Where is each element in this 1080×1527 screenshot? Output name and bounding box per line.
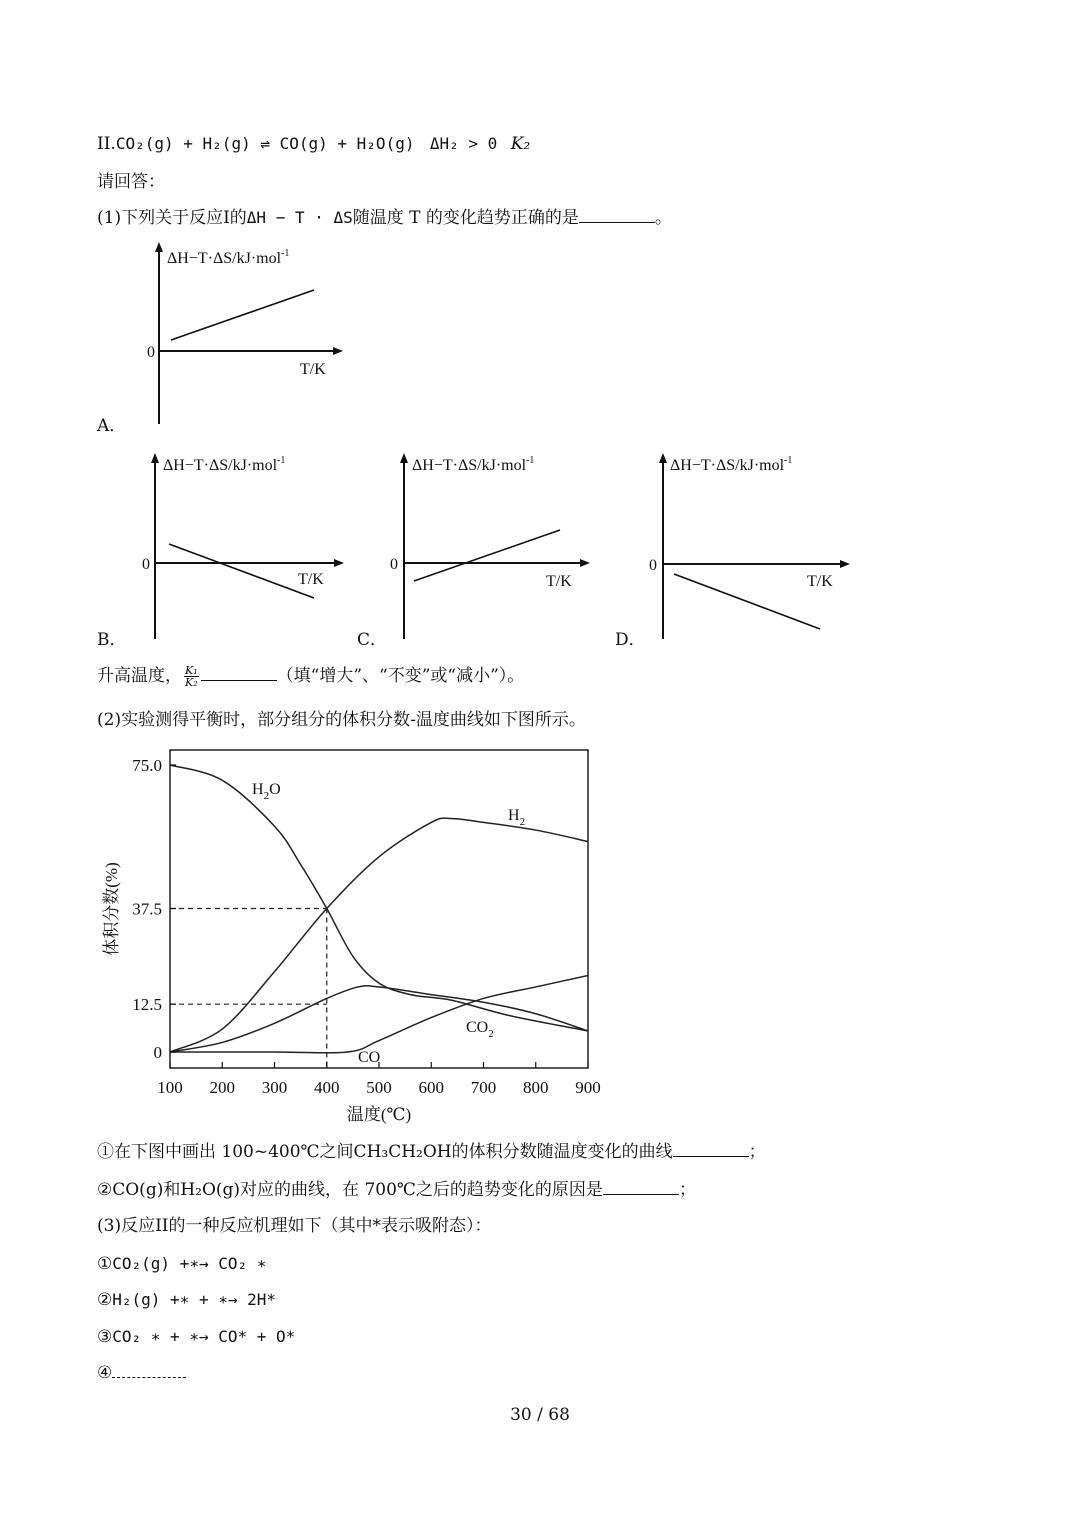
q2-sub1 bbox=[97, 1140, 766, 1164]
q1-text-after: 随温度 T 的变化趋势正确的是 bbox=[352, 208, 579, 228]
q1b-answer-blank[interactable] bbox=[201, 666, 277, 681]
option-b-letter[interactable]: B． bbox=[97, 630, 127, 650]
option-c-y-label: ΔH−T·ΔS/kJ·mol$^{-1}$ bbox=[412, 455, 535, 474]
x-tick-label-8: 900 bbox=[575, 1078, 601, 1097]
x-tick-label-1: 200 bbox=[209, 1078, 235, 1097]
chart-y-label: 体积分数(%) bbox=[102, 862, 121, 956]
step-2-equation: H₂(g) +∗ + ∗→ 2H* bbox=[112, 1290, 277, 1309]
page-number: 30 / 68 bbox=[510, 1405, 570, 1425]
q2-sub1-text: ①在下图中画出 100~400℃之间CH₃CH₂OH的体积分数随温度变化的曲线 bbox=[97, 1142, 673, 1162]
option-b-x-label: T/K bbox=[298, 571, 324, 588]
x-tick-label-2: 300 bbox=[261, 1078, 288, 1097]
q2-sub1-answer-blank[interactable] bbox=[673, 1142, 749, 1157]
y-tick-label-1: 12.5 bbox=[132, 995, 162, 1015]
q1b-text-after: （填“增大”、“不变”或“减小”）。 bbox=[276, 666, 525, 686]
option-a-x-label: T/K bbox=[300, 361, 326, 378]
step-4-answer-blank[interactable] bbox=[112, 1363, 186, 1378]
q1-expression: ΔH − T · ΔS bbox=[246, 208, 353, 227]
mechanism-step-4 bbox=[97, 1361, 186, 1385]
step-1-number: ① bbox=[97, 1254, 113, 1274]
y-tick-label-0: 0 bbox=[153, 1043, 162, 1062]
option-c-zero: 0 bbox=[390, 556, 398, 573]
q2-sub2-answer-blank[interactable] bbox=[603, 1180, 679, 1195]
series-label-h2o: $H_2O$ bbox=[252, 781, 281, 802]
step-3-equation: CO₂ ∗ + ∗→ CO* + O* bbox=[112, 1327, 296, 1346]
option-c-graph bbox=[372, 448, 607, 643]
step-3-number: ③ bbox=[97, 1327, 113, 1347]
y-tick-label-3: 75.0 bbox=[132, 756, 162, 775]
question-1 bbox=[97, 206, 672, 230]
q1b-text-before: 升高温度， bbox=[97, 666, 182, 686]
q1-end: 。 bbox=[654, 208, 672, 228]
volume-fraction-chart bbox=[90, 742, 620, 1132]
reaction-k: K₂ bbox=[510, 134, 531, 154]
series-label-co2: $CO_2$ bbox=[466, 1019, 494, 1040]
option-d-zero: 0 bbox=[649, 557, 657, 574]
x-tick-label-6: 700 bbox=[470, 1078, 497, 1097]
option-b-y-label: ΔH−T·ΔS/kJ·mol$^{-1}$ bbox=[163, 455, 286, 474]
step-4-number: ④ bbox=[97, 1363, 113, 1383]
option-d-y-label: ΔH−T·ΔS/kJ·mol$^{-1}$ bbox=[670, 455, 793, 474]
chart-x-label: 温度(℃) bbox=[346, 1105, 412, 1124]
k-ratio-fraction: $\frac{\text{K₁}}{\text{K₂}}$ bbox=[185, 664, 198, 689]
q2-sub1-end: ； bbox=[748, 1142, 766, 1162]
option-d-letter[interactable]: D． bbox=[615, 630, 646, 650]
series-label-co: CO bbox=[358, 1049, 381, 1066]
option-a-zero: 0 bbox=[147, 344, 155, 361]
option-c-letter[interactable]: C． bbox=[357, 630, 388, 650]
option-a-y-label: ΔH−T·ΔS/kJ·mol$^{-1}$ bbox=[167, 248, 290, 267]
x-tick-label-0: 100 bbox=[157, 1078, 183, 1097]
q2-sub2-text: ②CO(g)和H₂O(g)对应的曲线，在 700℃之后的趋势变化的原因是 bbox=[97, 1180, 603, 1200]
option-d-graph bbox=[630, 448, 865, 643]
x-tick-label-5: 600 bbox=[418, 1078, 444, 1097]
question-1b bbox=[97, 664, 524, 688]
option-d-x-label: T/K bbox=[807, 573, 833, 590]
option-b-graph bbox=[125, 448, 360, 643]
step-2-number: ② bbox=[97, 1290, 113, 1310]
reaction-equation: CO₂(g) + H₂(g) ⇌ CO(g) + H₂O(g) bbox=[115, 134, 415, 153]
series-label-h2: $H_2$ bbox=[508, 807, 526, 828]
x-tick-label-3: 400 bbox=[314, 1078, 340, 1097]
reaction-label: II. bbox=[97, 134, 116, 154]
series-line-1 bbox=[170, 818, 588, 1052]
option-c-x-label: T/K bbox=[546, 573, 572, 590]
q3-intro: (3)反应II的一种反应机理如下（其中*表示吸附态）： bbox=[97, 1216, 492, 1236]
q1-answer-blank[interactable] bbox=[579, 208, 655, 223]
q2-sub2-end: ； bbox=[678, 1180, 696, 1200]
q2-sub2 bbox=[97, 1178, 696, 1202]
prompt-text: 请回答： bbox=[97, 172, 165, 192]
q1-text-before: (1)下列关于反应I的 bbox=[97, 208, 247, 228]
reaction-enthalpy: ΔH₂ > 0 bbox=[429, 134, 498, 153]
series-line-0 bbox=[170, 765, 588, 1031]
mechanism-step-3 bbox=[97, 1325, 295, 1349]
option-a-graph bbox=[130, 238, 360, 428]
mechanism-step-2 bbox=[97, 1288, 276, 1312]
option-a-letter[interactable]: A． bbox=[97, 416, 127, 436]
step-1-equation: CO₂(g) +∗→ CO₂ ∗ bbox=[112, 1254, 267, 1273]
x-tick-label-7: 800 bbox=[523, 1078, 549, 1097]
reaction-2-line bbox=[97, 132, 530, 156]
y-tick-label-2: 37.5 bbox=[132, 899, 162, 919]
mechanism-step-1 bbox=[97, 1252, 266, 1276]
x-tick-label-4: 500 bbox=[366, 1078, 392, 1097]
q2-intro: (2)实验测得平衡时，部分组分的体积分数-温度曲线如下图所示。 bbox=[97, 710, 586, 730]
option-b-zero: 0 bbox=[142, 556, 150, 573]
